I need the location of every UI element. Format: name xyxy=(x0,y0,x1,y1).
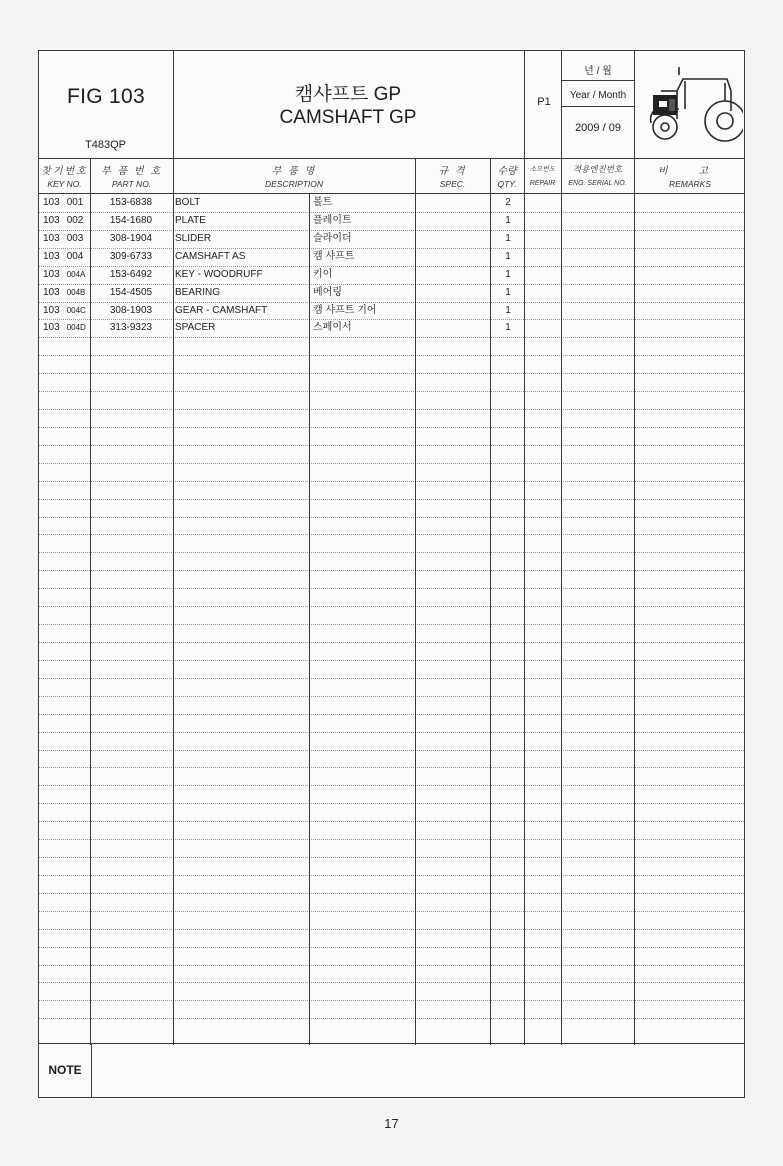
description-korean: 캠 샤프트 기어 xyxy=(313,304,377,316)
part-number: 154-4505 xyxy=(109,286,153,298)
description-korean: 볼트 xyxy=(313,197,333,208)
quantity: 1 xyxy=(505,268,511,280)
item-key: 004C xyxy=(66,305,86,315)
col-qty-ko: 수량 xyxy=(497,166,517,177)
description: GEAR - CAMSHAFT xyxy=(175,304,268,316)
part-number: 309-6733 xyxy=(109,250,153,262)
note-label: NOTE xyxy=(48,1063,82,1077)
col-desc-en: DESCRIPTION xyxy=(264,179,324,189)
quantity: 1 xyxy=(505,286,511,298)
year-month-label-ko: 년 / 월 xyxy=(584,66,612,77)
description: BEARING xyxy=(175,286,221,298)
quantity: 2 xyxy=(505,197,511,208)
description: BOLT xyxy=(175,197,201,208)
col-qty-en: QTY. xyxy=(497,179,517,189)
fig-number: 103 xyxy=(43,286,60,298)
page-number: 17 xyxy=(384,1116,399,1131)
column-headers xyxy=(39,159,744,194)
description-korean: 슬라이더 xyxy=(313,232,352,244)
part-number: 153-6838 xyxy=(109,197,153,208)
description: PLATE xyxy=(175,214,206,226)
key-number xyxy=(43,302,86,320)
key-number xyxy=(43,194,83,212)
quantity: 1 xyxy=(505,322,511,334)
note-section xyxy=(39,1043,744,1097)
fig-number: 103 xyxy=(43,232,60,244)
item-key: 004A xyxy=(66,269,86,279)
col-key-ko: 찾기번호 xyxy=(41,166,88,177)
year-month-value: 2009 / 09 xyxy=(575,122,621,134)
figure-number: FIG 103 xyxy=(67,85,145,108)
col-repair-ko: 소모번도 xyxy=(529,166,556,173)
col-part-ko: 부 품 번 호 xyxy=(101,166,162,177)
sheet-header xyxy=(39,51,744,159)
key-number xyxy=(43,319,86,337)
year-month-label-en: Year / Month xyxy=(569,90,627,101)
col-key-en: KEY NO. xyxy=(47,179,82,189)
model-code: T483QP xyxy=(85,139,126,151)
item-key: 004B xyxy=(66,287,86,297)
description: KEY - WOODRUFF xyxy=(175,268,263,280)
col-spec-ko: 규 격 xyxy=(438,166,467,177)
description-korean: 베어링 xyxy=(313,286,342,298)
col-spec-en: SPEC. xyxy=(439,179,466,189)
part-number: 154-1680 xyxy=(109,214,153,226)
key-number xyxy=(43,284,85,302)
fig-number: 103 xyxy=(43,197,60,208)
key-number xyxy=(43,266,85,284)
parts-table xyxy=(39,194,744,1045)
part-number: 308-1903 xyxy=(109,304,153,316)
fig-number: 103 xyxy=(43,250,60,262)
description: SLIDER xyxy=(175,232,212,244)
part-number: 153-6492 xyxy=(109,268,153,280)
key-number xyxy=(43,230,83,248)
tractor-icon xyxy=(639,61,743,147)
fig-number: 103 xyxy=(43,322,60,334)
part-number: 313-9323 xyxy=(109,322,153,334)
key-number xyxy=(43,212,83,230)
quantity: 1 xyxy=(505,214,511,226)
col-desc-ko: 부 품 명 xyxy=(271,166,317,177)
item-key: 003 xyxy=(66,232,84,244)
col-part-en: PART NO. xyxy=(111,179,152,189)
description: CAMSHAFT AS xyxy=(175,250,246,262)
col-serial-en: ENG. SERIAL NO. xyxy=(568,180,627,187)
description-korean: 키이 xyxy=(313,268,333,280)
col-serial-ko: 적용엔진번호 xyxy=(572,164,623,174)
item-key: 004D xyxy=(66,323,86,333)
description-korean: 캠 샤프트 xyxy=(313,250,355,262)
description: SPACER xyxy=(175,322,216,334)
page-code: P1 xyxy=(537,96,551,108)
col-repair-en: REPAIR xyxy=(529,180,556,187)
title-english: CAMSHAFT GP xyxy=(279,107,417,128)
item-key: 001 xyxy=(66,197,84,208)
quantity: 1 xyxy=(505,250,511,262)
part-number: 308-1904 xyxy=(109,232,153,244)
description-korean: 스페이서 xyxy=(313,322,352,334)
quantity: 1 xyxy=(505,232,511,244)
parts-sheet xyxy=(38,50,745,1098)
col-remarks-ko: 비 고 xyxy=(657,166,723,177)
fig-number: 103 xyxy=(43,304,60,316)
key-number xyxy=(43,248,83,266)
quantity: 1 xyxy=(505,304,511,316)
description-korean: 플레이트 xyxy=(313,214,352,226)
fig-number: 103 xyxy=(43,214,60,226)
col-remarks-en: REMARKS xyxy=(668,179,712,189)
item-key: 004 xyxy=(66,250,84,262)
item-key: 002 xyxy=(66,214,84,226)
fig-number: 103 xyxy=(43,268,60,280)
title-korean: 캠샤프트 GP xyxy=(294,84,402,105)
